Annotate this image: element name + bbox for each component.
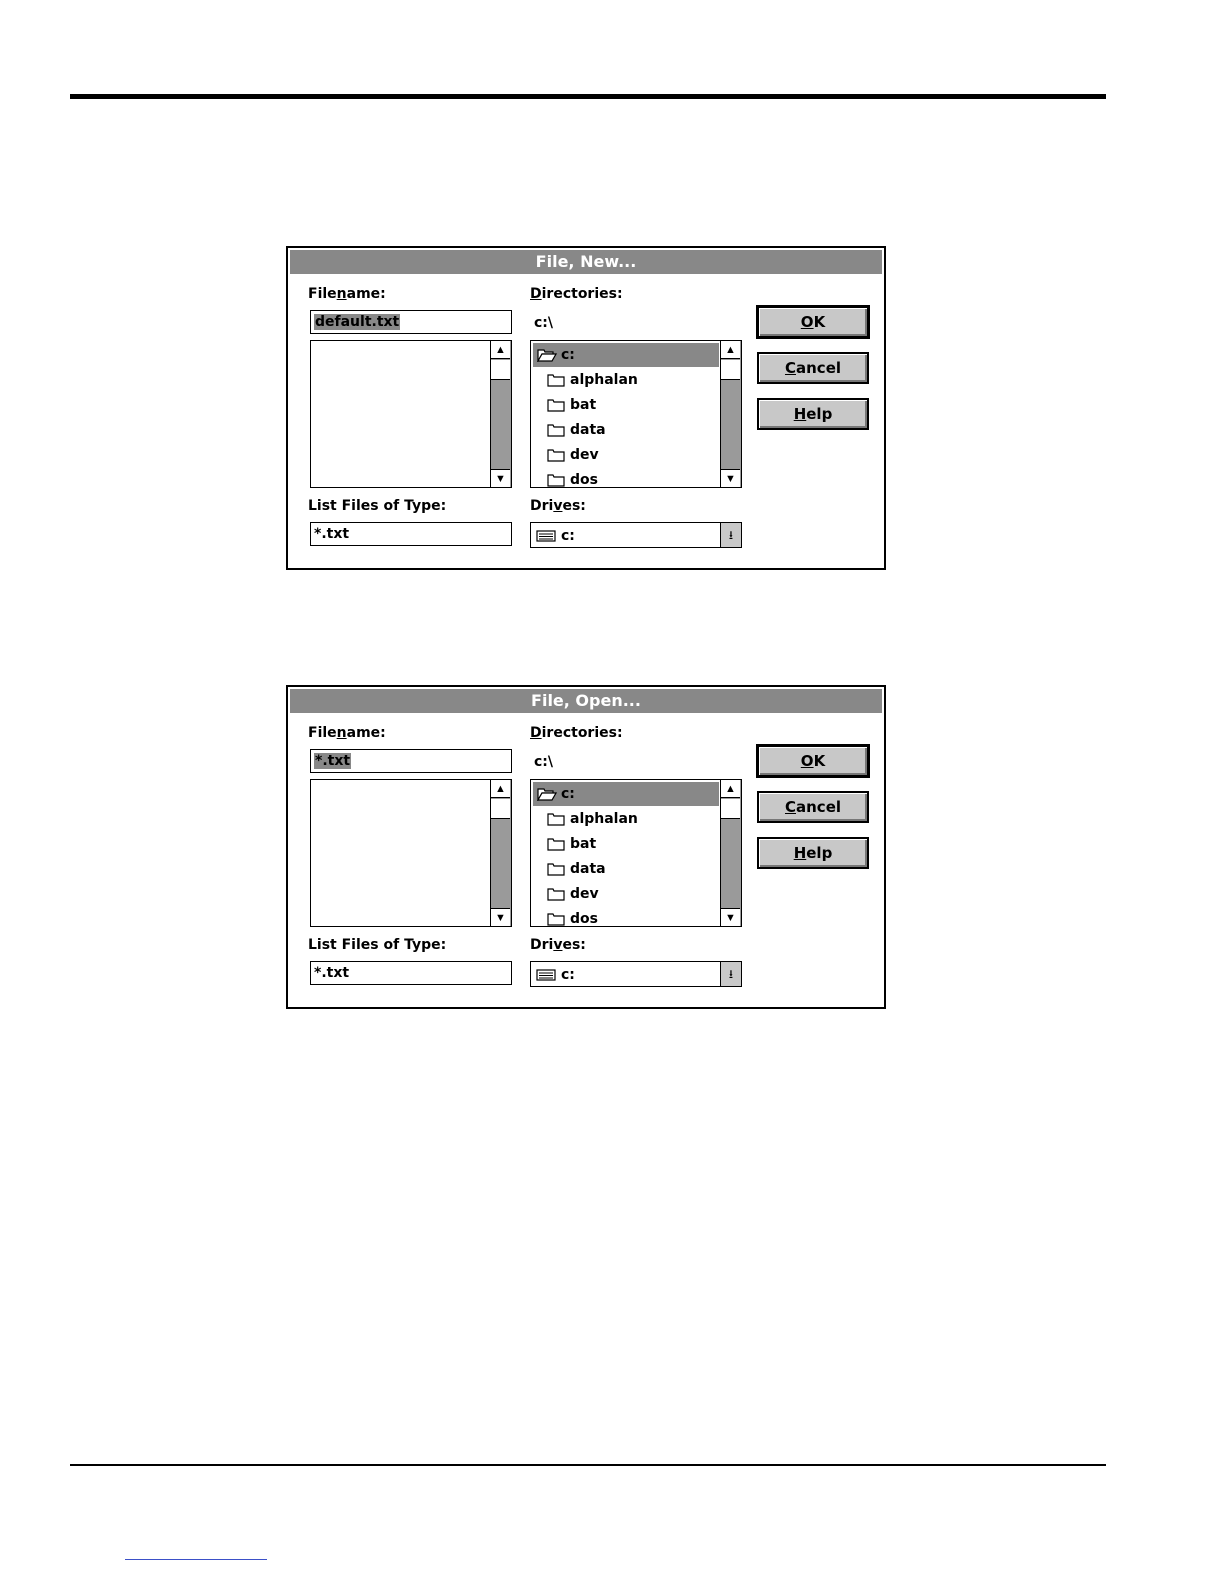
directory-item[interactable]: data [533, 857, 719, 881]
current-path: c:\ [534, 754, 554, 770]
directory-list-scrollbar[interactable] [720, 341, 741, 487]
directories-label: Directories: [530, 286, 623, 302]
hard-drive-icon [536, 530, 556, 542]
arrow-up-icon[interactable]: ▲ [491, 780, 510, 798]
arrow-up-icon[interactable]: ▲ [721, 780, 740, 798]
open-folder-icon [537, 348, 557, 362]
directory-item[interactable]: dos [533, 468, 719, 488]
folder-icon [547, 812, 565, 826]
file-list-scrollbar[interactable] [490, 780, 511, 926]
help-button[interactable]: Help [757, 398, 869, 430]
cancel-button[interactable]: Cancel [757, 352, 869, 384]
file-list[interactable] [310, 340, 512, 488]
scroll-thumb[interactable] [491, 799, 510, 819]
filename-label: Filename: [308, 286, 386, 302]
file-open-dialog [286, 685, 886, 1009]
directory-item[interactable]: c: [533, 343, 719, 367]
directory-item[interactable]: alphalan [533, 807, 719, 831]
folder-icon [547, 398, 565, 412]
directory-item[interactable]: bat [533, 832, 719, 856]
drives-select[interactable] [530, 961, 742, 987]
folder-icon [547, 423, 565, 437]
dialog-title: File, New... [290, 250, 882, 274]
drives-label: Drives: [530, 498, 586, 514]
folder-icon [547, 473, 565, 487]
filename-input[interactable]: default.txt [310, 310, 512, 334]
filename-label: Filename: [308, 725, 386, 741]
directory-item[interactable]: c: [533, 782, 719, 806]
folder-icon [547, 912, 565, 926]
scroll-thumb[interactable] [721, 799, 740, 819]
ok-button[interactable]: OK [757, 306, 869, 338]
file-list-scrollbar[interactable] [490, 341, 511, 487]
scroll-thumb[interactable] [491, 360, 510, 380]
directory-item[interactable]: bat [533, 393, 719, 417]
hard-drive-icon [536, 969, 556, 981]
filename-input[interactable]: *.txt [310, 749, 512, 773]
dropdown-arrow-icon[interactable]: ⭳ [720, 523, 741, 547]
folder-icon [547, 448, 565, 462]
open-folder-icon [537, 787, 557, 801]
folder-icon [547, 837, 565, 851]
list-type-input[interactable]: *.txt [310, 961, 512, 985]
drives-label: Drives: [530, 937, 586, 953]
scroll-thumb[interactable] [721, 360, 740, 380]
help-button[interactable]: Help [757, 837, 869, 869]
drive-value: c: [561, 967, 575, 983]
list-type-input[interactable]: *.txt [310, 522, 512, 546]
file-new-dialog [286, 246, 886, 570]
current-path: c:\ [534, 315, 554, 331]
drive-value: c: [561, 528, 575, 544]
drives-select[interactable] [530, 522, 742, 548]
folder-icon [547, 862, 565, 876]
arrow-up-icon[interactable]: ▲ [721, 341, 740, 359]
file-list[interactable] [310, 779, 512, 927]
directory-list[interactable] [530, 779, 742, 927]
ok-button[interactable]: OK [757, 745, 869, 777]
arrow-down-icon[interactable]: ▼ [721, 908, 740, 926]
directory-item[interactable]: dev [533, 882, 719, 906]
directory-list-scrollbar[interactable] [720, 780, 741, 926]
folder-icon [547, 887, 565, 901]
dropdown-arrow-icon[interactable]: ⭳ [720, 962, 741, 986]
arrow-up-icon[interactable]: ▲ [491, 341, 510, 359]
list-type-label: List Files of Type: [308, 937, 447, 953]
cancel-button[interactable]: Cancel [757, 791, 869, 823]
list-type-label: List Files of Type: [308, 498, 447, 514]
footer-link-underline [125, 1559, 267, 1560]
bottom-rule [70, 1464, 1106, 1466]
folder-icon [547, 373, 565, 387]
top-rule [70, 94, 1106, 99]
directory-item[interactable]: data [533, 418, 719, 442]
arrow-down-icon[interactable]: ▼ [491, 469, 510, 487]
directory-list[interactable] [530, 340, 742, 488]
directory-item[interactable]: dev [533, 443, 719, 467]
arrow-down-icon[interactable]: ▼ [491, 908, 510, 926]
dialog-title: File, Open... [290, 689, 882, 713]
directories-label: Directories: [530, 725, 623, 741]
directory-item[interactable]: dos [533, 907, 719, 927]
directory-item[interactable]: alphalan [533, 368, 719, 392]
arrow-down-icon[interactable]: ▼ [721, 469, 740, 487]
